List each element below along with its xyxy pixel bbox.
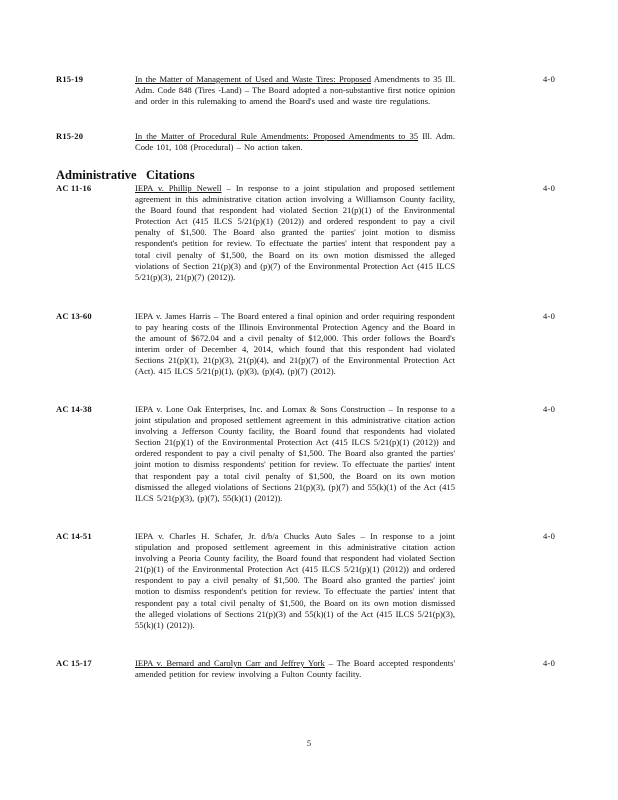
case-title: In the Matter of Management of Used and Waste Tires: Proposed — [135, 74, 371, 84]
case-body: IEPA v. Charles H. Schafer, Jr. d/b/a Chucks Auto Sales – In response to a joint stipulation and proposed settlement agreement in this administrative citation action involving a Peoria County facility, the Board found that respondent had violated Section 21(p)(1) of the Environmental Protection Act (415 ILCS 5/21(p)(1) (2012)) and ordered respondent to pay a civil penalty of $1,500. The Board also granted the parties' joint motion to dismiss respondent's petition for review. To effectuate the parties' intent that respondent pay a total civil penalty of $1,500, the Board on its own motion dismissed the alleged violations of Sections 21(p)(3) and 55(k)(1) of the Act (415 ILCS 5/21(p)(3), 55(k)(1) (2012)). — [135, 531, 455, 630]
case-number: AC 14-38 — [56, 404, 92, 414]
case-summary — [135, 183, 455, 283]
case-body: Amendments to 35 Ill. Adm. Code 848 (Tires -Land) – The Board adopted a non-substantive first notice opinion and order in this rulemaking to amend the Board's used and waste tire regulations. — [135, 74, 456, 107]
case-body: IEPA v. James Harris – The Board entered a final opinion and order requiring respondent to pay hearing costs of the Illinois Environmental Protection Agency and the Board in the amount of $672.04 and a civil penalty of $12,000. This order follows the Board's interim order of December 4, 2014, which found that this respondent had violated Sections 21(p)(1), 21(p)(3), 21(p)(4), and 21(p)(7) of the Environmental Protection Act (Act). 415 ILCS 5/21(p)(1), (p)(3), (p)(4), (p)(7) (2012). — [135, 311, 455, 377]
vote-tally: 4-0 — [543, 183, 556, 193]
page-number: 5 — [306, 738, 312, 748]
case-number: R15-20 — [56, 131, 84, 141]
case-title: In the Matter of Procedural Rule Amendments: Proposed Amendments to 35 — [135, 131, 419, 141]
case-summary — [135, 311, 455, 378]
case-body: – In response to a joint stipulation and proposed settlement agreement in this administrative citation action involving a Williamson County facility, the Board found that respondent had violated Section 21(p)(1) of the Environmental Protection Act (415 ILCS 5/21(p)(1) (2012)) and ordered respondent to pay a civil penalty of $1,500. The Board also granted the parties' joint motion to dismiss respondent's petition for review. To effectuate the parties' intent that respondent pay a total civil penalty of $1,500, the Board on its own motion dismissed the alleged violations of Section 21(p)(3) and (p)(7) of the Environmental Protection Act (415 ILCS 5/21(p)(3), 21(p)(7) (2012)). — [135, 183, 455, 282]
case-summary — [135, 531, 455, 631]
vote-tally: 4-0 — [543, 658, 556, 668]
vote-tally: 4-0 — [543, 531, 556, 541]
vote-tally: 4-0 — [543, 404, 556, 414]
case-summary — [135, 404, 455, 504]
case-body: – The Board accepted respondents' amended petition for review involving a Fulton County facility. — [135, 658, 455, 680]
vote-tally: 4-0 — [543, 74, 556, 84]
case-number: AC 11-16 — [56, 183, 92, 193]
case-number: AC 14-51 — [56, 531, 92, 541]
case-title: IEPA v. Bernard and Carolyn Carr and Jeffrey York — [135, 658, 325, 668]
case-number: AC 13-60 — [56, 311, 92, 321]
case-body: Ill. Adm. Code 101, 108 (Procedural) – No action taken. — [135, 131, 455, 153]
section-heading-left: Administrative — [56, 168, 137, 182]
case-body: IEPA v. Lone Oak Enterprises, Inc. and Lomax & Sons Construction – In response to a joint stipulation and proposed settlement agreement in this administrative citation action involving a Jefferson County facility, the Board found that respondents had violated Section 21(p)(1) of the Environmental Protection Act (415 ILCS 5/21(p)(1) (2012)) and ordered respondent to pay a civil penalty of $1,500. The Board also granted the parties' joint motion to dismiss respondents' petition for review. To effectuate the parties' intent that respondent pay a total civil penalty of $1,500, the Board on its own motion dismissed the alleged violations of Sections 21(p)(3), (p)(7) and 55(k)(1) of the Act (415 ILCS 5/21(p)(3), (p)(7), 55(k)(1) (2012)). — [135, 404, 455, 503]
case-summary — [135, 658, 455, 680]
section-heading-right: Citations — [146, 168, 195, 182]
case-summary — [135, 131, 455, 153]
case-summary — [135, 74, 455, 107]
case-title: IEPA v. Phillip Newell — [135, 183, 222, 193]
case-number: R15-19 — [56, 74, 84, 84]
vote-tally: 4-0 — [543, 311, 556, 321]
case-number: AC 15-17 — [56, 658, 92, 668]
